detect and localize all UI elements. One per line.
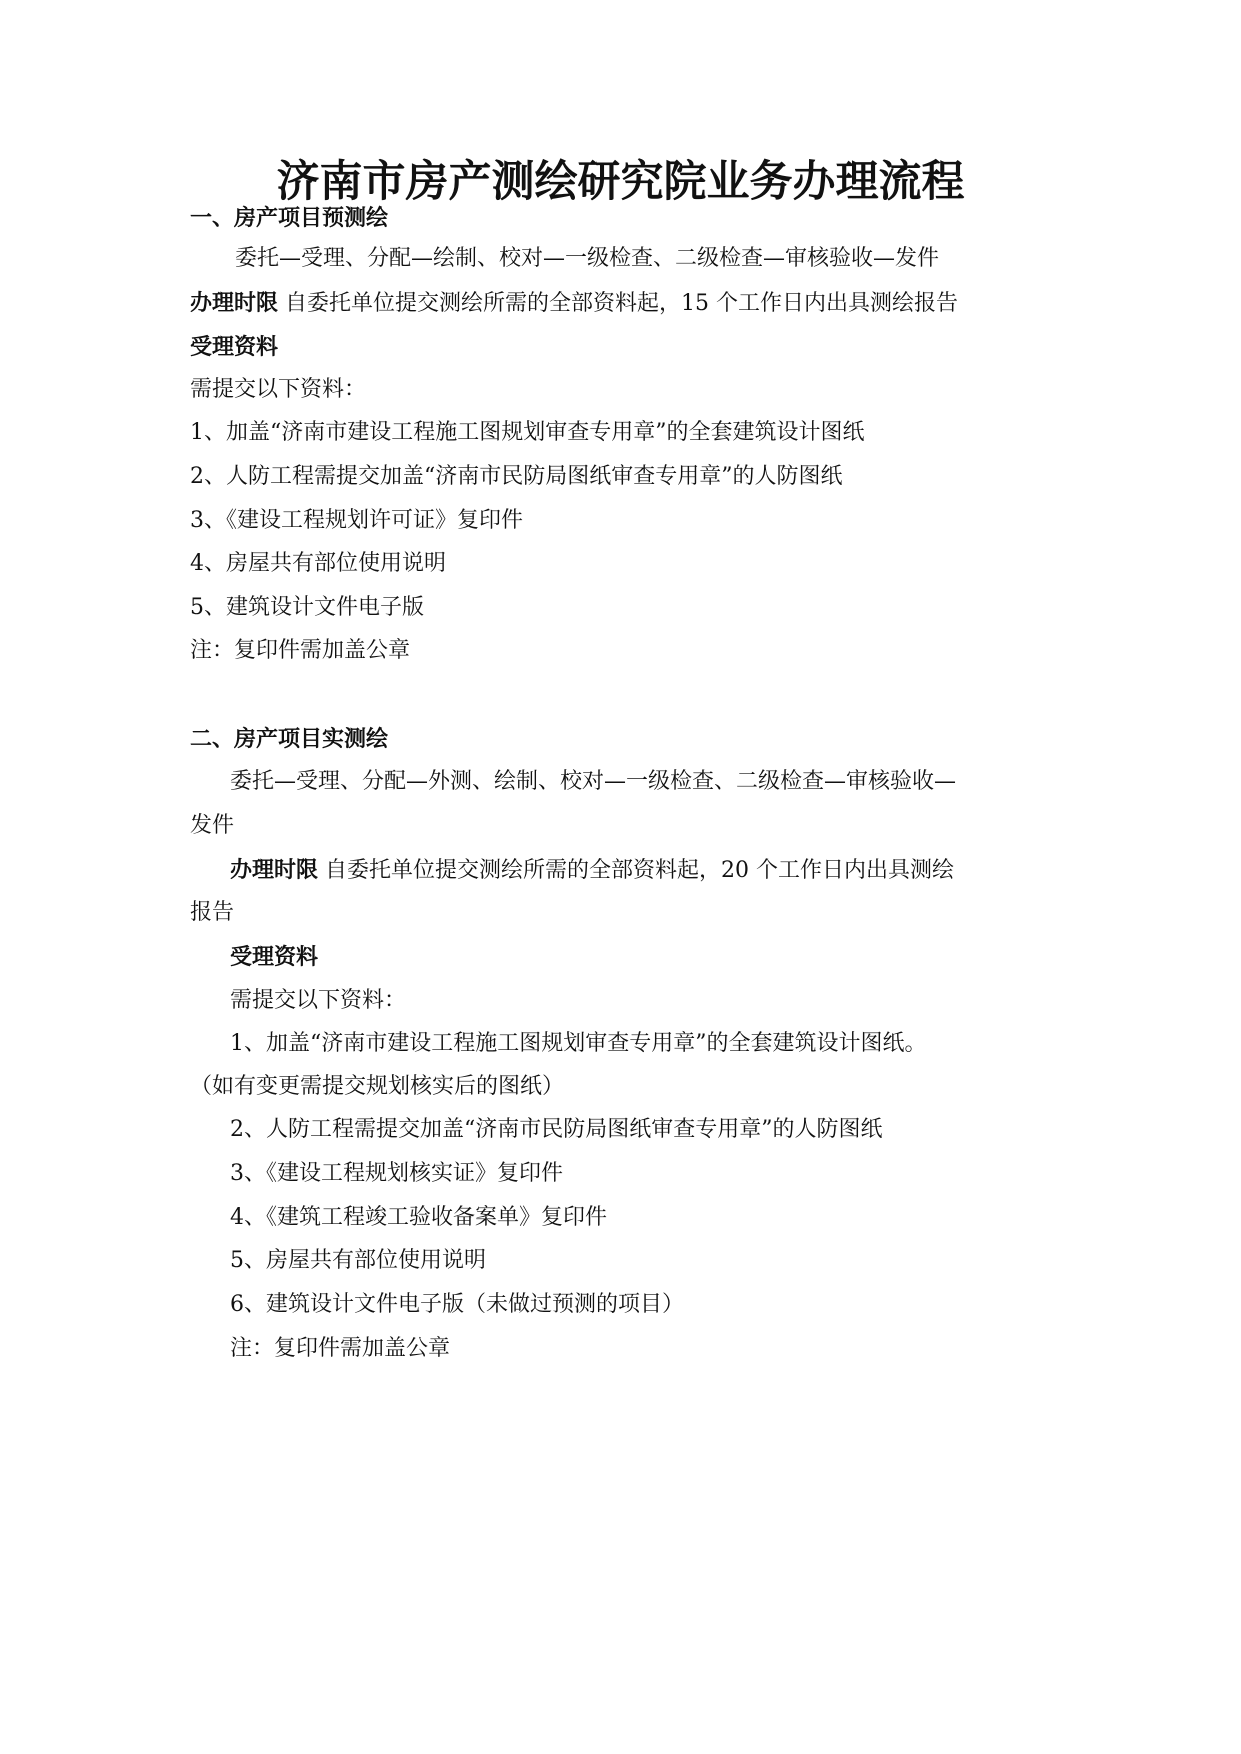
section1-time-text: 自委托单位提交测绘所需的全部资料起，15 个工作日内出具测绘报告 (285, 291, 959, 316)
section2-note: 注：复印件需加盖公章 (230, 1336, 451, 1361)
section2-item-1-line2: （如有变更需提交规划核实后的图纸） (190, 1074, 565, 1099)
section2-time-text-line2: 报告 (190, 900, 235, 925)
section2-time-label: 办理时限 (230, 857, 319, 883)
section2-item-5: 5、房屋共有部位使用说明 (230, 1248, 486, 1273)
document-title: 济南市房产测绘研究院业务办理流程 (276, 157, 965, 207)
section2-flow-line1: 委托—受理、分配—外测、绘制、校对—一级检查、二级检查—审核验收— (230, 769, 957, 794)
section2-time-limit (230, 855, 954, 886)
section2-time-text: 自委托单位提交测绘所需的全部资料起，20 个工作日内出具测绘 (325, 858, 955, 883)
section2-item-4: 4、《建筑工程竣工验收备案单》复印件 (230, 1205, 607, 1230)
section2-materials-intro: 需提交以下资料： (230, 988, 407, 1013)
section1-time-label: 办理时限 (190, 290, 279, 316)
section1-item-5: 5、建筑设计文件电子版 (190, 595, 424, 620)
section2-materials-label: 受理资料 (230, 944, 319, 970)
section1-materials-label: 受理资料 (190, 334, 279, 360)
section2-heading: 二、房产项目实测绘 (190, 726, 389, 752)
section1-flow: 委托—受理、分配—绘制、校对—一级检查、二级检查—审核验收—发件 (235, 246, 940, 271)
section1-item-1: 1、加盖“济南市建设工程施工图规划审查专用章”的全套建筑设计图纸 (190, 420, 865, 445)
section1-time-limit (190, 288, 958, 319)
section2-item-3: 3、《建设工程规划核实证》复印件 (230, 1161, 563, 1186)
section1-materials-intro: 需提交以下资料： (190, 377, 367, 402)
section1-item-4: 4、房屋共有部位使用说明 (190, 551, 446, 576)
section2-item-6: 6、建筑设计文件电子版（未做过预测的项目） (230, 1292, 684, 1317)
section2-flow-line2: 发件 (190, 813, 235, 838)
section2-item-2: 2、人防工程需提交加盖“济南市民防局图纸审查专用章”的人防图纸 (230, 1117, 883, 1142)
section2-item-1-line1: 1、加盖“济南市建设工程施工图规划审查专用章”的全套建筑设计图纸。 (230, 1031, 927, 1056)
section1-note: 注：复印件需加盖公章 (190, 638, 411, 663)
section1-heading: 一、房产项目预测绘 (190, 205, 389, 231)
section1-item-2: 2、人防工程需提交加盖“济南市民防局图纸审查专用章”的人防图纸 (190, 464, 843, 489)
section1-item-3: 3、《建设工程规划许可证》复印件 (190, 508, 523, 533)
